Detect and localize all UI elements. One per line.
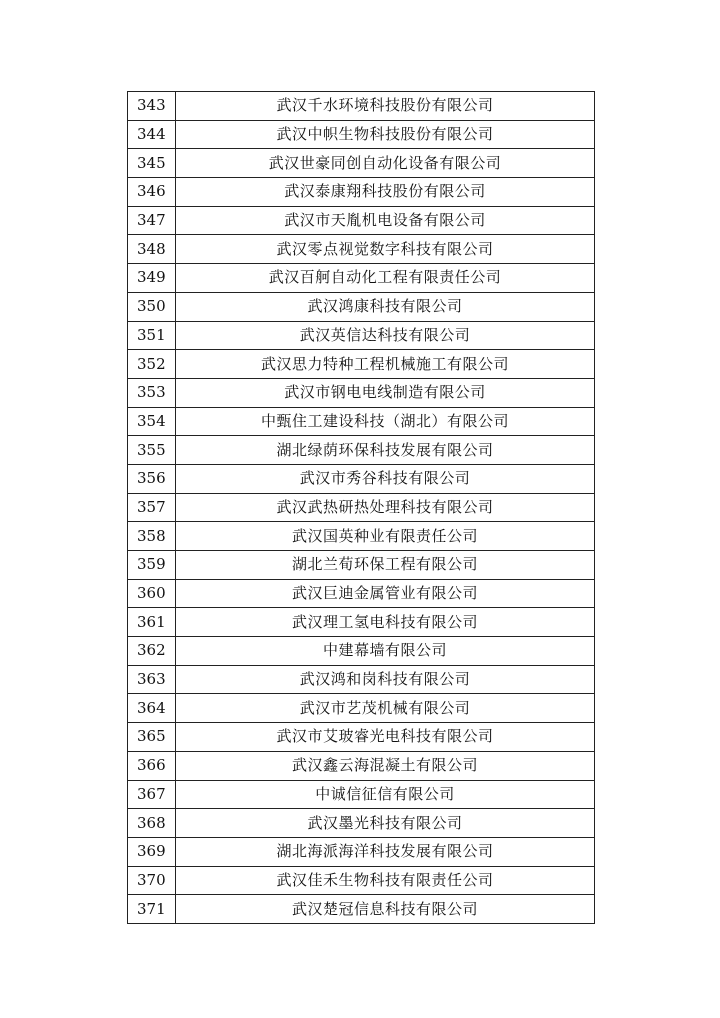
table-row: [128, 522, 595, 551]
row-number-cell: 370: [128, 866, 176, 895]
company-name-cell: 武汉巨迪金属管业有限公司: [176, 579, 595, 608]
table-row: [128, 837, 595, 866]
table-row: [128, 637, 595, 666]
company-name-cell: 武汉千水环境科技股份有限公司: [176, 92, 595, 121]
table-row: [128, 264, 595, 293]
row-number-cell: 353: [128, 378, 176, 407]
company-name-cell: 武汉楚冠信息科技有限公司: [176, 895, 595, 924]
table-row: [128, 407, 595, 436]
table-row: [128, 292, 595, 321]
company-name-cell: 武汉墨光科技有限公司: [176, 809, 595, 838]
row-number-cell: 359: [128, 551, 176, 580]
row-number-cell: 369: [128, 837, 176, 866]
company-name-cell: 中诚信征信有限公司: [176, 780, 595, 809]
row-number-cell: 371: [128, 895, 176, 924]
company-list-table: [127, 91, 595, 924]
table-row: [128, 895, 595, 924]
table-row: [128, 579, 595, 608]
table-row: [128, 751, 595, 780]
row-number-cell: 346: [128, 178, 176, 207]
company-name-cell: 武汉鑫云海混凝土有限公司: [176, 751, 595, 780]
company-name-cell: 中建幕墙有限公司: [176, 637, 595, 666]
company-name-cell: 武汉市艺茂机械有限公司: [176, 694, 595, 723]
company-name-cell: 武汉中帜生物科技股份有限公司: [176, 120, 595, 149]
row-number-cell: 356: [128, 464, 176, 493]
company-name-cell: 湖北绿荫环保科技发展有限公司: [176, 436, 595, 465]
table-row: [128, 321, 595, 350]
table-row: [128, 608, 595, 637]
row-number-cell: 355: [128, 436, 176, 465]
table-row: [128, 809, 595, 838]
table-row: [128, 350, 595, 379]
table-body: [128, 92, 595, 924]
row-number-cell: 354: [128, 407, 176, 436]
table-row: [128, 92, 595, 121]
company-name-cell: 武汉市钢电电线制造有限公司: [176, 378, 595, 407]
row-number-cell: 344: [128, 120, 176, 149]
table-row: [128, 378, 595, 407]
row-number-cell: 368: [128, 809, 176, 838]
row-number-cell: 367: [128, 780, 176, 809]
company-name-cell: 武汉佳禾生物科技有限责任公司: [176, 866, 595, 895]
company-name-cell: 武汉英信达科技有限公司: [176, 321, 595, 350]
company-name-cell: 武汉世豪同创自动化设备有限公司: [176, 149, 595, 178]
table-row: [128, 149, 595, 178]
company-name-cell: 武汉百舸自动化工程有限责任公司: [176, 264, 595, 293]
table-row: [128, 723, 595, 752]
company-name-cell: 中甄住工建设科技（湖北）有限公司: [176, 407, 595, 436]
row-number-cell: 366: [128, 751, 176, 780]
row-number-cell: 348: [128, 235, 176, 264]
company-name-cell: 武汉泰康翔科技股份有限公司: [176, 178, 595, 207]
table-row: [128, 551, 595, 580]
table-row: [128, 178, 595, 207]
table-row: [128, 694, 595, 723]
table-row: [128, 206, 595, 235]
row-number-cell: 364: [128, 694, 176, 723]
table-row: [128, 464, 595, 493]
row-number-cell: 343: [128, 92, 176, 121]
company-name-cell: 武汉武热研热处理科技有限公司: [176, 493, 595, 522]
company-name-cell: 武汉零点视觉数字科技有限公司: [176, 235, 595, 264]
row-number-cell: 358: [128, 522, 176, 551]
row-number-cell: 349: [128, 264, 176, 293]
row-number-cell: 360: [128, 579, 176, 608]
company-name-cell: 武汉国英种业有限责任公司: [176, 522, 595, 551]
company-name-cell: 武汉鸿康科技有限公司: [176, 292, 595, 321]
company-name-cell: 湖北兰荀环保工程有限公司: [176, 551, 595, 580]
company-name-cell: 武汉市秀谷科技有限公司: [176, 464, 595, 493]
row-number-cell: 345: [128, 149, 176, 178]
row-number-cell: 357: [128, 493, 176, 522]
row-number-cell: 347: [128, 206, 176, 235]
table-row: [128, 866, 595, 895]
row-number-cell: 365: [128, 723, 176, 752]
company-name-cell: 武汉市天胤机电设备有限公司: [176, 206, 595, 235]
row-number-cell: 361: [128, 608, 176, 637]
company-name-cell: 湖北海派海洋科技发展有限公司: [176, 837, 595, 866]
company-name-cell: 武汉鸿和岗科技有限公司: [176, 665, 595, 694]
table-row: [128, 780, 595, 809]
company-name-cell: 武汉理工氢电科技有限公司: [176, 608, 595, 637]
row-number-cell: 363: [128, 665, 176, 694]
row-number-cell: 351: [128, 321, 176, 350]
table-row: [128, 436, 595, 465]
company-name-cell: 武汉思力特种工程机械施工有限公司: [176, 350, 595, 379]
table-row: [128, 120, 595, 149]
row-number-cell: 362: [128, 637, 176, 666]
table-row: [128, 665, 595, 694]
table-row: [128, 493, 595, 522]
table-row: [128, 235, 595, 264]
row-number-cell: 350: [128, 292, 176, 321]
row-number-cell: 352: [128, 350, 176, 379]
company-name-cell: 武汉市艾玻睿光电科技有限公司: [176, 723, 595, 752]
